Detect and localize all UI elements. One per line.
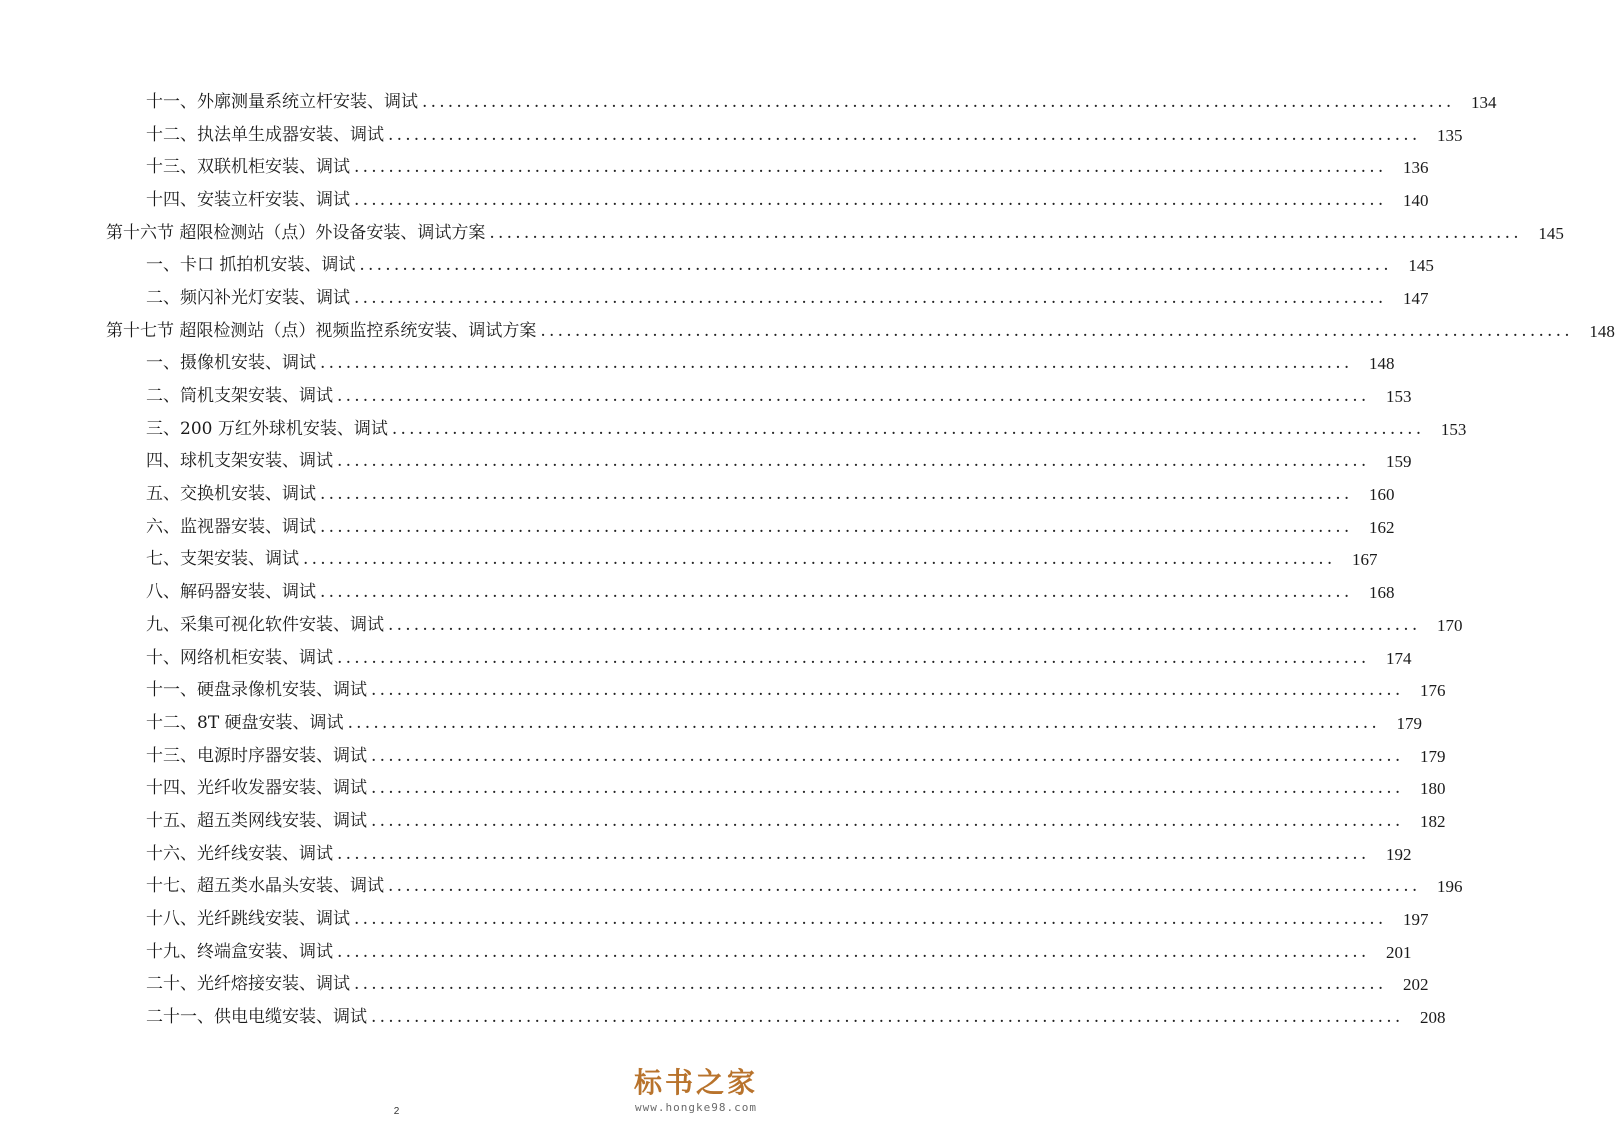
toc-entry[interactable] (0, 609, 1463, 642)
toc-entry-title: 二、筒机支架安装、调试 (146, 386, 333, 407)
toc-leader-dots: ........................................................................................................................ (540, 320, 1573, 341)
toc-leader-dots: ........................................................................................................................ (347, 712, 1381, 733)
toc-entry[interactable] (0, 544, 1378, 577)
toc-entry-title: 十一、硬盘录像机安装、调试 (146, 680, 367, 701)
toc-entry[interactable] (0, 936, 1412, 969)
toc-entry-page: 135 (1436, 125, 1463, 145)
toc-leader-dots: ........................................................................................................................ (354, 157, 1387, 178)
table-of-contents (0, 86, 1615, 1034)
toc-entry-title: 二十、光纤熔接安装、调试 (146, 974, 350, 995)
toc-entry-title: 四、球机支架安装、调试 (146, 451, 333, 472)
toc-entry[interactable] (0, 413, 1467, 446)
toc-entry[interactable] (0, 184, 1429, 217)
toc-entry-page: 140 (1402, 190, 1429, 210)
toc-entry-page: 202 (1402, 975, 1429, 995)
toc-entry-page: 147 (1402, 288, 1429, 308)
toc-entry-title: 十三、双联机柜安装、调试 (146, 157, 350, 178)
toc-leader-dots: ........................................................................................................................ (371, 778, 1404, 799)
toc-entry-page: 201 (1385, 942, 1412, 962)
toc-entry-title: 十七、超五类水晶头安装、调试 (146, 876, 384, 897)
toc-leader-dots: ........................................................................................................................ (354, 287, 1387, 308)
toc-entry[interactable] (0, 969, 1429, 1002)
toc-entry-page: 136 (1402, 158, 1429, 178)
toc-leader-dots: ........................................................................................................................ (489, 222, 1522, 243)
toc-leader-dots: ........................................................................................................................ (303, 549, 1336, 570)
toc-entry-title: 十、网络机柜安装、调试 (146, 647, 333, 668)
toc-leader-dots: ........................................................................................................................ (320, 353, 1353, 374)
toc-leader-dots: ........................................................................................................................ (388, 876, 1421, 897)
toc-entry-page: 170 (1436, 615, 1463, 635)
toc-entry-title: 第十六节 超限检测站（点）外设备安装、调试方案 (106, 222, 486, 243)
toc-entry-page: 134 (1470, 92, 1497, 112)
toc-leader-dots: ........................................................................................................................ (422, 91, 1455, 112)
toc-entry-title: 二十一、供电电缆安装、调试 (146, 1007, 367, 1028)
toc-entry-page: 167 (1351, 550, 1378, 570)
toc-entry-title: 十五、超五类网线安装、调试 (146, 810, 367, 831)
toc-leader-dots: ........................................................................................................................ (371, 810, 1404, 831)
toc-leader-dots: ........................................................................................................................ (320, 516, 1353, 537)
toc-section-entry[interactable] (0, 217, 1564, 250)
toc-leader-dots: ........................................................................................................................ (371, 1007, 1404, 1028)
watermark-logo (611, 1068, 781, 1114)
toc-entry[interactable] (0, 119, 1463, 152)
toc-entry-page: 196 (1436, 877, 1463, 897)
toc-leader-dots: ........................................................................................................................ (337, 941, 1370, 962)
toc-entry-page: 176 (1419, 681, 1446, 701)
toc-leader-dots: ........................................................................................................................ (337, 386, 1370, 407)
toc-entry-title: 十一、外廓测量系统立杆安装、调试 (146, 91, 418, 112)
toc-entry-title: 十四、光纤收发器安装、调试 (146, 778, 367, 799)
toc-entry-page: 162 (1368, 517, 1395, 537)
toc-entry[interactable] (0, 674, 1446, 707)
toc-entry-page: 145 (1538, 223, 1564, 243)
toc-entry-title: 六、监视器安装、调试 (146, 516, 316, 537)
toc-entry[interactable] (0, 1001, 1446, 1034)
toc-leader-dots: ........................................................................................................................ (354, 909, 1387, 930)
toc-entry-title: 十四、安装立杆安装、调试 (146, 189, 350, 210)
toc-entry[interactable] (0, 740, 1446, 773)
toc-entry[interactable] (0, 249, 1434, 282)
toc-leader-dots: ........................................................................................................................ (337, 843, 1370, 864)
toc-leader-dots: ........................................................................................................................ (371, 745, 1404, 766)
toc-entry-page: 192 (1385, 844, 1412, 864)
toc-entry-page: 180 (1419, 779, 1446, 799)
toc-entry-page: 179 (1396, 713, 1423, 733)
toc-entry-page: 179 (1419, 746, 1446, 766)
toc-entry-title: 十九、终端盒安装、调试 (146, 941, 333, 962)
toc-entry-page: 153 (1440, 419, 1467, 439)
toc-leader-dots: ........................................................................................................................ (337, 451, 1370, 472)
toc-leader-dots: ........................................................................................................................ (337, 647, 1370, 668)
toc-entry-page: 148 (1368, 354, 1395, 374)
toc-entry-page: 182 (1419, 811, 1446, 831)
toc-leader-dots: ........................................................................................................................ (320, 582, 1353, 603)
toc-entry-title: 第十七节 超限检测站（点）视频监控系统安装、调试方案 (106, 320, 537, 341)
toc-leader-dots: ........................................................................................................................ (354, 189, 1387, 210)
toc-entry-page: 148 (1589, 321, 1615, 341)
toc-entry-title: 八、解码器安装、调试 (146, 582, 316, 603)
toc-entry-title: 十二、执法单生成器安装、调试 (146, 124, 384, 145)
toc-entry-title: 十三、电源时序器安装、调试 (146, 745, 367, 766)
toc-entry-page: 145 (1408, 256, 1434, 276)
toc-entry[interactable] (0, 707, 1423, 740)
toc-entry[interactable] (0, 511, 1395, 544)
toc-entry-page: 197 (1402, 910, 1429, 930)
toc-entry-page: 168 (1368, 583, 1395, 603)
toc-entry-page: 159 (1385, 452, 1412, 472)
toc-entry-page: 153 (1385, 387, 1412, 407)
toc-entry[interactable] (0, 642, 1412, 675)
toc-entry-page: 208 (1419, 1008, 1446, 1028)
toc-entry[interactable] (0, 903, 1429, 936)
toc-section-entry[interactable] (0, 315, 1615, 348)
toc-leader-dots: ........................................................................................................................ (359, 255, 1392, 276)
toc-leader-dots: ........................................................................................................................ (388, 614, 1421, 635)
toc-entry[interactable] (0, 151, 1429, 184)
toc-entry[interactable] (0, 348, 1395, 381)
watermark-title: 标书之家 (633, 1066, 758, 1100)
page-number: 2 (393, 1106, 400, 1117)
toc-entry-title: 十二、8T 硬盘安装、调试 (146, 712, 344, 733)
toc-entry-title: 九、采集可视化软件安装、调试 (146, 614, 384, 635)
toc-entry-title: 一、卡口 抓拍机安装、调试 (146, 255, 356, 276)
toc-entry-title: 七、支架安装、调试 (146, 549, 299, 570)
toc-entry-title: 二、频闪补光灯安装、调试 (146, 287, 350, 308)
toc-entry[interactable] (0, 871, 1463, 904)
toc-entry[interactable] (0, 86, 1497, 119)
toc-entry[interactable] (0, 446, 1412, 479)
toc-entry[interactable] (0, 478, 1395, 511)
toc-entry-title: 一、摄像机安装、调试 (146, 353, 316, 374)
toc-leader-dots: ........................................................................................................................ (320, 484, 1353, 505)
toc-entry[interactable] (0, 772, 1446, 805)
toc-leader-dots: ........................................................................................................................ (354, 974, 1387, 995)
toc-leader-dots: ........................................................................................................................ (391, 418, 1425, 439)
toc-entry-page: 160 (1368, 485, 1395, 505)
toc-leader-dots: ........................................................................................................................ (388, 124, 1421, 145)
toc-entry-title: 五、交换机安装、调试 (146, 484, 316, 505)
toc-entry[interactable] (0, 282, 1429, 315)
toc-leader-dots: ........................................................................................................................ (371, 680, 1404, 701)
watermark-url: www.hongke98.com (635, 1101, 757, 1114)
toc-entry-title: 十六、光纤线安装、调试 (146, 843, 333, 864)
toc-entry[interactable] (0, 576, 1395, 609)
toc-entry[interactable] (0, 805, 1446, 838)
toc-entry[interactable] (0, 838, 1412, 871)
toc-entry-title: 三、200 万红外球机安装、调试 (146, 418, 388, 439)
toc-entry-title: 十八、光纤跳线安装、调试 (146, 909, 350, 930)
toc-entry-page: 174 (1385, 648, 1412, 668)
toc-entry[interactable] (0, 380, 1412, 413)
